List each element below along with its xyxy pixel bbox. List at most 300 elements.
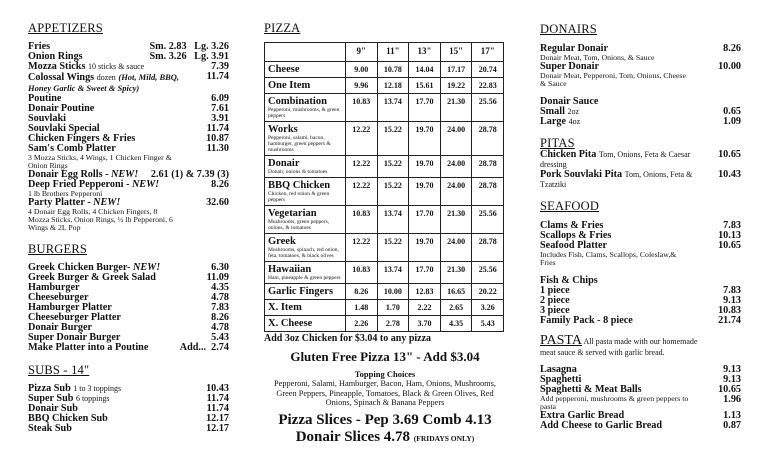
menu-item-name: Extra Garlic Bread: [540, 410, 625, 421]
pizza-price: 12.22: [346, 234, 378, 262]
menu-item-name: Family Pack - 8 piece: [540, 315, 633, 326]
pizza-name: Garlic Fingers: [268, 286, 334, 297]
menu-item-price: 11.30: [206, 143, 229, 154]
pizza-name-cell: [265, 94, 346, 122]
toppings-title: Topping Choices: [354, 369, 416, 379]
menu-item-name: Fish & Chips: [540, 275, 598, 286]
right-column: [540, 22, 741, 431]
pizza-price: 3.26: [472, 300, 504, 316]
menu-item-name: Mozza Sticks: [28, 61, 86, 72]
menu-item-name: Greek Burger & Greek Salad: [28, 272, 156, 283]
menu-item-price: 8.26: [211, 179, 229, 190]
pizza-price: 1.48: [346, 300, 378, 316]
menu-item-price: 0.65: [723, 106, 741, 117]
menu-item-name: Souvlaki: [28, 113, 66, 124]
pizza-price: 19.70: [409, 156, 441, 178]
pizza-price: 28.78: [472, 122, 504, 156]
menu-item-price: 11.74: [206, 123, 229, 134]
menu-item: [540, 62, 741, 88]
pizza-price: 25.56: [472, 206, 504, 234]
pizza-name-cell: [265, 262, 346, 284]
menu-item-price: 1.96: [723, 394, 741, 405]
menu-item-name: Donair Sauce: [540, 96, 599, 107]
pizza-price: 13.74: [377, 206, 409, 234]
pizza-name: Hawaiian: [268, 264, 312, 275]
pizza-price: 10.83: [346, 262, 378, 284]
pizza-row: [265, 284, 504, 300]
menu-item: [28, 180, 229, 198]
section-title: PASTA: [540, 333, 582, 348]
menu-item-note: 6 toppings: [75, 394, 110, 403]
menu-item-row: [28, 424, 229, 434]
menu-item-name: 1 piece: [540, 285, 570, 296]
pizza-name-cell: [265, 300, 346, 316]
menu-item-name: Cheeseburger: [28, 292, 89, 303]
pizza-price: 15.61: [409, 78, 441, 94]
pizza-price: 13.74: [377, 262, 409, 284]
menu-item-name-cell: [28, 62, 207, 72]
pizza-name-cell: [265, 156, 346, 178]
menu-item-name: Deep Fried Pepperoni -: [28, 179, 132, 190]
pizza-row: [265, 78, 504, 94]
pizza-price: 9.96: [346, 78, 378, 94]
menu-item-name: Pork Souvlaki Pita: [540, 169, 623, 180]
menu-item: [540, 170, 741, 190]
menu-item: [28, 72, 229, 94]
menu-item-price: 7.83: [211, 302, 229, 313]
menu-item-name: Chicken Pita: [540, 149, 597, 160]
menu-item-price: 7.83: [723, 285, 741, 296]
pizza-row: [265, 62, 504, 78]
menu-item-row: [540, 421, 741, 431]
menu-item-note: dozen: [96, 73, 116, 82]
menu-item-name: Steak Sub: [28, 423, 72, 434]
gluten-free-note: Gluten Free Pizza 13" - Add $3.04: [290, 349, 480, 364]
menu-item-price: 11.74: [206, 393, 229, 404]
menu-item: [540, 97, 741, 107]
menu-item-description: Includes Fish, Clams, Scallops, Coleslaw,& Fries: [540, 250, 677, 267]
pizza-description: Ham, pineapple & green peppers: [268, 275, 341, 281]
pizza-name: Combination: [268, 96, 327, 107]
menu-item-row: [540, 395, 741, 411]
pasta-list: [540, 365, 741, 431]
pizza-name-cell: [265, 178, 346, 206]
pizza-price: 24.00: [440, 234, 472, 262]
pizza-price: 19.70: [409, 178, 441, 206]
size-header: 15": [440, 43, 472, 62]
menu-item-name-cell: [28, 424, 202, 434]
section-title: DONAIRS: [540, 22, 597, 36]
pizza-name: X. Cheese: [268, 318, 313, 329]
donair-slices-note: (FRIDAYS ONLY): [413, 433, 475, 443]
new-badge: NEW!: [93, 197, 121, 208]
menu-item: [540, 150, 741, 170]
section-title: SUBS: [28, 363, 61, 377]
menu-item-row: [540, 150, 741, 170]
menu-item: [540, 421, 741, 431]
pizza-price: 2.78: [377, 316, 409, 332]
menu-item-price: 10.13: [718, 230, 741, 241]
menu-item-description: 4 Donair Egg Rolls, 4 Chicken Fingers, 8 Mozza Sticks, Onion Rings, ½ lb Pepperoni, 6 Wings & 2L Pop: [28, 207, 173, 232]
pizza-name: One Item: [268, 80, 311, 91]
pizza-name-cell: [265, 78, 346, 94]
pizza-price: 12.18: [377, 78, 409, 94]
pizza-price: 17.17: [440, 62, 472, 78]
seafood-list: [540, 221, 741, 326]
menu-item-price: 10.43: [718, 169, 741, 180]
appetizers-section: [28, 21, 229, 232]
pizza-name-cell: [265, 206, 346, 234]
donairs-list: [540, 44, 741, 127]
menu-item-note: 10 sticks & sauce: [87, 62, 145, 71]
pizza-price: 17.70: [409, 262, 441, 284]
menu-item-row: [540, 117, 741, 127]
menu-item-price: 10.87: [206, 133, 229, 144]
pizza-price: 24.00: [440, 122, 472, 156]
menu-item: [540, 107, 741, 117]
menu-item-price: 4.78: [211, 292, 229, 303]
chicken-note: Add 3oz Chicken for $3.04 to any pizza: [264, 333, 432, 344]
donairs-section: [540, 22, 741, 127]
pizza-price: 24.00: [440, 156, 472, 178]
menu-item-name-cell: [540, 170, 695, 190]
menu-item-name: Chicken Fingers & Fries: [28, 133, 136, 144]
pizza-price: 9.00: [346, 62, 378, 78]
menu-item-price: 3.91: [211, 113, 229, 124]
menu-item-price: 10.65: [718, 149, 741, 160]
menu-item-price: 0.87: [723, 420, 741, 431]
menu-item: [540, 276, 741, 286]
pizza-price: 16.65: [440, 284, 472, 300]
size-header: 17": [472, 43, 504, 62]
pizza-price: 19.22: [440, 78, 472, 94]
pizza-price: 21.30: [440, 206, 472, 234]
menu-item-name: Large: [540, 116, 567, 127]
menu-item-name: Spaghetti: [540, 374, 582, 385]
pizza-name: BBQ Chicken: [268, 180, 331, 191]
menu-item-name: Seafood Platter: [540, 240, 608, 251]
toppings-list: Pepperoni, Salami, Hamburger, Bacon, Ham, Onions, Mushrooms, Green Peppers, Pineapple, Tomatoes, Black & Green Olives, Red Onions, Spinach & Banana Peppers: [274, 379, 496, 408]
pizza-name: Donair: [268, 158, 300, 169]
seafood-section: [540, 199, 741, 326]
pizza-price: 12.22: [346, 156, 378, 178]
section-title: SEAFOOD: [540, 199, 600, 213]
menu-item-name: Add Cheese to Garlic Bread: [540, 420, 663, 431]
menu-item-price: 1.13: [723, 410, 741, 421]
menu-item-description: Add pepperoni, mushrooms & green peppers to pasta: [540, 394, 689, 411]
menu-item-name: Super Sub: [28, 393, 74, 404]
pizza-name-cell: [265, 234, 346, 262]
menu-item-price: 4.78: [211, 322, 229, 333]
new-badge: NEW!: [131, 179, 160, 190]
menu-item-price: 5.43: [211, 332, 229, 343]
menu-item-price: 12.17: [206, 423, 229, 434]
pizza-price: 15.22: [377, 122, 409, 156]
pizza-description: Pepperoni, mushrooms, & green peppers: [268, 107, 340, 119]
menu-item-row: [540, 296, 741, 306]
menu-item-row: [540, 276, 741, 286]
menu-item-price: 2.61 (1) & 7.39 (3): [150, 169, 229, 180]
section-title: PITAS: [540, 136, 575, 150]
menu-item-price: 9.13: [723, 364, 741, 375]
menu-item-price: 11.74: [206, 71, 229, 82]
burgers-list: [28, 263, 229, 353]
menu-item-row: [28, 72, 229, 94]
subs-section: [28, 363, 229, 434]
menu-item-name: Lasagna: [540, 364, 577, 375]
menu-item-price: 6.30: [211, 262, 229, 273]
menu-item-name: Donair Sub: [28, 403, 78, 414]
menu-item-note: 4oz: [568, 117, 581, 126]
pizza-name: Works: [268, 124, 298, 135]
menu-item: [540, 44, 741, 62]
menu-item-price: 9.13: [723, 374, 741, 385]
pizza-row: [265, 206, 504, 234]
pizza-description: Mushrooms, spinach, red onion, feta, tomatoes, & black olives: [268, 247, 339, 259]
menu-item-row: [540, 97, 741, 107]
menu-item-price: 6.09: [211, 93, 229, 104]
menu-item-name: Sam's Comb Platter: [28, 143, 116, 154]
pizza-price: 17.70: [409, 94, 441, 122]
menu-item: [28, 198, 229, 232]
pizza-name: X. Item: [268, 302, 302, 313]
pizza-price: 15.22: [377, 156, 409, 178]
pizza-price: 2.26: [346, 316, 378, 332]
pizza-name-cell: [265, 284, 346, 300]
menu-item-name: Clams & Fries: [540, 220, 604, 231]
menu-item-name: Greek Chicken Burger-: [28, 262, 133, 273]
size-header: 11": [377, 43, 409, 62]
pizza-price: 12.83: [409, 284, 441, 300]
pizza-row: [265, 122, 504, 156]
menu-item-name-cell: [540, 150, 695, 170]
burgers-section: [28, 242, 229, 353]
menu-item-price: 4.35: [211, 282, 229, 293]
pitas-section: [540, 136, 741, 190]
menu-item-description: Donair Meat, Tom, Onions, & Sauce: [540, 53, 655, 62]
menu-item-price: 10.00: [718, 61, 741, 72]
menu-item-name: Super Donair: [540, 61, 599, 72]
menu-item-name: 2 piece: [540, 295, 570, 306]
pizza-name-cell: [265, 62, 346, 78]
menu-item-price: 1.09: [723, 116, 741, 127]
pizza-price: 15.22: [377, 178, 409, 206]
menu-item-price: 10.65: [718, 240, 741, 251]
section-title: APPETIZERS: [28, 21, 103, 35]
menu-item: [540, 117, 741, 127]
menu-item-name: Hamburger: [28, 282, 80, 293]
donair-slices: Donair Slices 4.78: [295, 428, 411, 445]
pizza-price: 21.30: [440, 262, 472, 284]
pizza-title: PIZZA: [264, 21, 301, 35]
menu-item-note: Tom, Onions, Feta & Tzatziki: [540, 170, 693, 189]
pizza-description: Donair, onions & tomatoes: [268, 169, 328, 175]
appetizers-list: [28, 42, 229, 232]
menu-item-price: 21.74: [718, 315, 741, 326]
menu-item-price: 10.83: [718, 305, 741, 316]
menu-item: [28, 62, 229, 72]
pizza-slices: Pizza Slices - Pep 3.69 Comb 4.13: [278, 411, 492, 428]
pizza-price: 4.35: [440, 316, 472, 332]
menu-item-name: Donair Burger: [28, 322, 93, 333]
pizza-description: Pepperoni, salami, bacon, hamburger, green peppers & mushrooms: [268, 135, 331, 153]
pizza-price: 20.22: [472, 284, 504, 300]
menu-item-name: Donair Egg Rolls -: [28, 169, 112, 180]
menu-item-price: 12.17: [206, 413, 229, 424]
menu-item-price: Sm. 3.26 Lg. 3.91: [149, 51, 229, 62]
pizza-price-table: [264, 42, 504, 332]
pizza-price: 13.74: [377, 94, 409, 122]
menu-item-price: 7.61: [211, 103, 229, 114]
pitas-list: [540, 150, 741, 190]
menu-item: [540, 316, 741, 326]
menu-item-description: 1 lb Brothers Pepperoni: [28, 189, 103, 198]
menu-item-row: [540, 286, 741, 296]
section-title: BURGERS: [28, 242, 88, 256]
pizza-name: Vegetarian: [268, 208, 317, 219]
pizza-row: [265, 94, 504, 122]
menu-item-price: 7.39: [211, 61, 229, 72]
menu-item-price: 10.65: [718, 384, 741, 395]
pizza-price: 2.22: [409, 300, 441, 316]
menu-item-name: Party Platter -: [28, 197, 94, 208]
menu-item-price: 8.26: [723, 43, 741, 54]
menu-item: [28, 343, 229, 353]
pizza-price: 3.70: [409, 316, 441, 332]
middle-column: [255, 21, 515, 447]
pizza-price: 19.70: [409, 234, 441, 262]
menu-item-name: Regular Donair: [540, 43, 609, 54]
pasta-intro: All pasta made with our homemade meat sauce & served with garlic bread.: [540, 337, 698, 357]
pizza-price: 12.22: [346, 178, 378, 206]
subs-list: [28, 384, 229, 434]
pizza-price: 17.70: [409, 206, 441, 234]
menu-item-price: 11.09: [206, 272, 229, 283]
menu-item-name-cell: [28, 343, 176, 353]
menu-item-price: 32.60: [206, 197, 229, 208]
pizza-price: 25.56: [472, 262, 504, 284]
menu-item-name-cell: [28, 72, 203, 94]
pasta-section: [540, 335, 741, 431]
menu-item-note: 1 to 3 toppings: [73, 384, 122, 393]
new-badge: NEW!: [132, 262, 161, 273]
pizza-row: [265, 262, 504, 284]
pizza-row: [265, 300, 504, 316]
pizza-price: 10.83: [346, 94, 378, 122]
pizza-price: 21.30: [440, 94, 472, 122]
pizza-price: 28.78: [472, 156, 504, 178]
pizza-price: 28.78: [472, 234, 504, 262]
menu-item-name: Super Donair Burger: [28, 332, 121, 343]
menu-item-name: Hamburger Platter: [28, 302, 112, 313]
pizza-description: Chicken, red onion & green peppers: [268, 191, 330, 203]
size-header: 13": [409, 43, 441, 62]
menu-item: [28, 424, 229, 434]
menu-item-price: 8.26: [211, 312, 229, 323]
menu-item-name-cell: [540, 395, 695, 411]
pizza-price: 10.78: [377, 62, 409, 78]
size-header: 9": [346, 43, 378, 62]
menu-item-name: BBQ Chicken Sub: [28, 413, 108, 424]
pizza-price: 5.43: [472, 316, 504, 332]
menu-item: [540, 395, 741, 411]
left-column: [28, 21, 229, 434]
menu-item-name-cell: [540, 421, 719, 431]
pizza-price: 24.00: [440, 178, 472, 206]
pizza-name-cell: [265, 316, 346, 332]
menu-item-name: Small: [540, 106, 565, 117]
pizza-price: 10.00: [377, 284, 409, 300]
menu-item: [28, 144, 229, 170]
menu-item-name: 3 piece: [540, 305, 570, 316]
pizza-price: 12.22: [346, 122, 378, 156]
menu-item-name: Make Platter into a Poutine: [28, 342, 149, 353]
pizza-row: [265, 316, 504, 332]
menu-item-row: [28, 62, 229, 72]
menu-item-name: Pizza Sub: [28, 383, 71, 394]
pizza-row: [265, 178, 504, 206]
menu-item-name: Souvlaki Special: [28, 123, 100, 134]
menu-item: [540, 241, 741, 267]
pizza-name: Greek: [268, 236, 296, 247]
menu-item-price: 9.13: [723, 295, 741, 306]
menu-item-row: [540, 316, 741, 326]
menu-item-name: Cheeseburger Platter: [28, 312, 121, 323]
menu-item-note: Tom, Onions, Feta & Caesar dressing: [540, 150, 691, 169]
pizza-price: 10.83: [346, 206, 378, 234]
menu-item-name: Onion Rings: [28, 51, 83, 62]
menu-item-name: Colossal Wings: [28, 72, 95, 83]
pizza-price: 20.74: [472, 62, 504, 78]
menu-item-row: [540, 170, 741, 190]
menu-item-row: [28, 343, 229, 353]
menu-item-name-cell: [540, 316, 714, 326]
menu-item-row: [540, 107, 741, 117]
menu-item-note: (Hot, Mild, BBQ, Honey Garlic & Sweet & Spicy): [28, 72, 180, 93]
menu-item-price: Sm. 2.83 Lg. 3.26: [149, 41, 229, 52]
pizza-price: 28.78: [472, 178, 504, 206]
menu-item-name: Scallops & Fries: [540, 230, 612, 241]
section-subtitle: - 14": [60, 363, 90, 377]
menu-item-note: 2oz: [567, 107, 580, 116]
menu-item-name: Spaghetti & Meat Balls: [540, 384, 642, 395]
pizza-price: 25.56: [472, 94, 504, 122]
pizza-price: 8.26: [346, 284, 378, 300]
menu-item-price: 10.43: [206, 383, 229, 394]
menu-item-description: 3 Mozza Sticks, 4 Wings, 1 Chicken Finger & Onion Rings: [28, 153, 172, 170]
menu-item-name: Donair Poutine: [28, 103, 95, 114]
pizza-row: [265, 156, 504, 178]
pizza-name: Cheese: [268, 64, 300, 75]
pizza-price: 1.70: [377, 300, 409, 316]
pizza-price: 19.70: [409, 122, 441, 156]
pizza-price: 2.65: [440, 300, 472, 316]
pizza-description: Mushrooms, green peppers, onions, & tomatoes: [268, 219, 330, 231]
menu-item-price: 11.74: [206, 403, 229, 414]
menu-item-name: Poutine: [28, 93, 62, 104]
pizza-price: 15.22: [377, 234, 409, 262]
menu-item-name-cell: [540, 117, 695, 127]
menu-item-price: Add... 2.74: [179, 342, 229, 353]
pizza-name-cell: [265, 122, 346, 156]
menu-item: [540, 296, 741, 306]
menu-item-name: Fries: [28, 41, 51, 52]
new-badge: NEW!: [111, 169, 139, 180]
menu-item-price: 7.83: [723, 220, 741, 231]
menu-item-description: Donair Meat, Pepperoni, Tom, Onions, Cheese & Sauce: [540, 71, 686, 88]
pizza-row: [265, 234, 504, 262]
menu-item: [540, 286, 741, 296]
